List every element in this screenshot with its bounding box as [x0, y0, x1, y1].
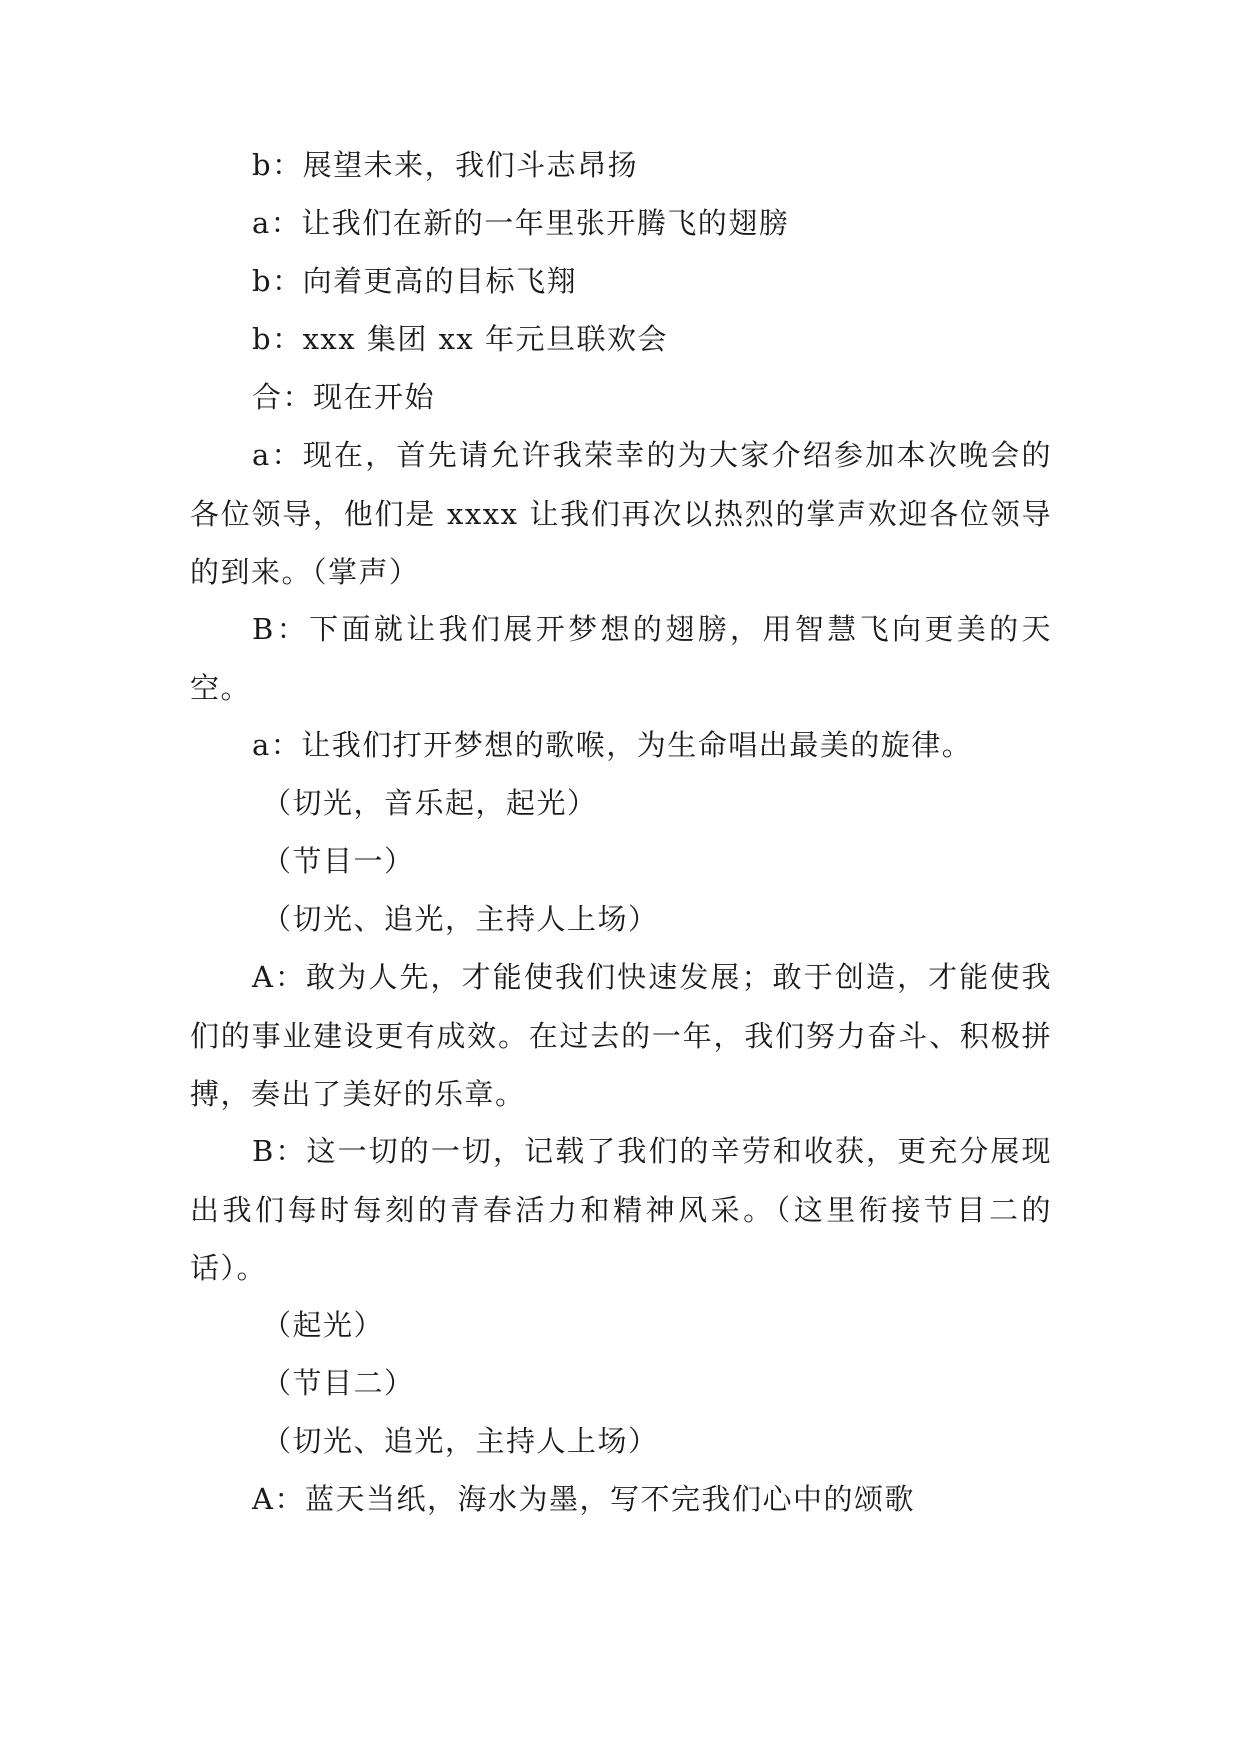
- paragraph-7: B：下面就让我们展开梦想的翅膀，用智慧飞向更美的天空。: [190, 612, 1052, 705]
- paragraph-2: a：让我们在新的一年里张开腾飞的翅膀: [252, 206, 790, 240]
- paragraph-6: a：现在，首先请允许我荣幸的为大家介绍参加本次晚会的各位领导，他们是 xxxx 让我们再次以热烈的掌声欢迎各位领导的到来。（掌声）: [190, 438, 1052, 589]
- paragraph-9: A：敢为人先，才能使我们快速发展；敢于创造，才能使我们的事业建设更有成效。在过去的一年，我们努力奋斗、积极拼搏，奏出了美好的乐章。: [190, 960, 1052, 1111]
- paragraph-3: b：向着更高的目标飞翔: [252, 264, 578, 298]
- paragraph-5: 合：现在开始: [252, 380, 436, 414]
- paragraph-4: b：xxx 集团 xx 年元旦联欢会: [252, 322, 668, 356]
- stage-direction-6: （切光、追光，主持人上场）: [262, 1424, 659, 1458]
- stage-direction-1: （切光，音乐起，起光）: [262, 786, 598, 820]
- stage-direction-2: （节目一）: [262, 844, 415, 878]
- paragraph-8: a：让我们打开梦想的歌喉，为生命唱出最美的旋律。: [252, 728, 973, 762]
- stage-direction-4: （起光）: [262, 1308, 385, 1342]
- paragraph-11: A：蓝天当纸，海水为墨，写不完我们心中的颂歌: [252, 1482, 915, 1516]
- stage-direction-5: （节目二）: [262, 1366, 415, 1400]
- paragraph-10: B：这一切的一切，记载了我们的辛劳和收获，更充分展现出我们每时每刻的青春活力和精神风采。（这里衔接节目二的话）。: [190, 1134, 1052, 1285]
- stage-direction-3: （切光、追光，主持人上场）: [262, 902, 659, 936]
- document-page: [190, 0, 1052, 1754]
- paragraph-1: b：展望未来，我们斗志昂扬: [252, 148, 639, 182]
